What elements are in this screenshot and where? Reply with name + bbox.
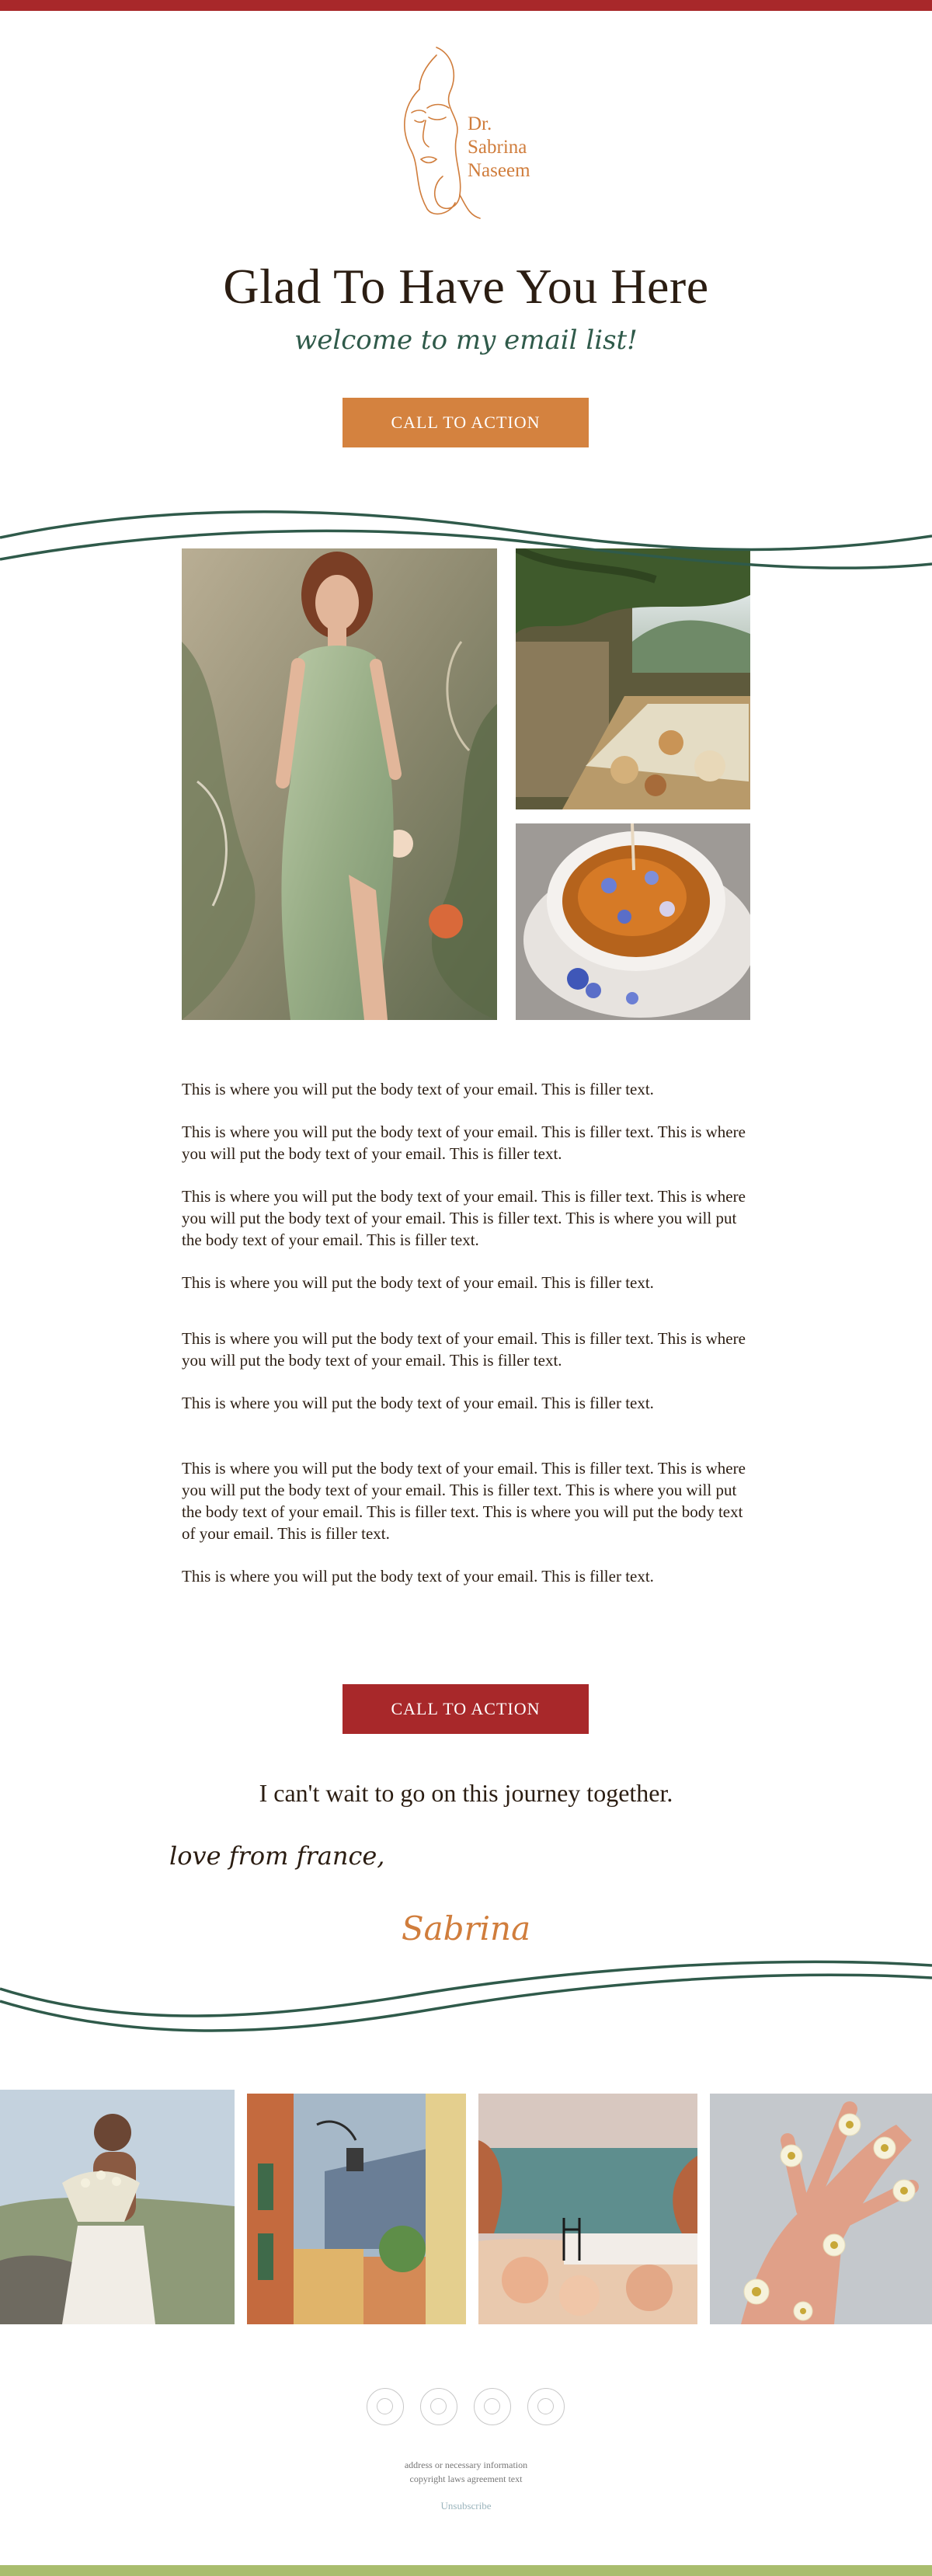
footer-copyright: copyright laws agreement text (409, 2473, 523, 2484)
top-accent-bar (0, 0, 932, 11)
sign-off-text: love from france, (169, 1841, 385, 1871)
photo-flower-tea-cup (516, 823, 750, 1020)
body-paragraph-2: This is where you will put the body text of your email. This is filler text. This is where you will put the body text of your email. This is filler text. (182, 1123, 746, 1163)
body-paragraph-3: This is where you will put the body text of your email. This is filler text. This is where you will put the body text of your email. This is filler text. This is where you will put the body text of your email. This is filler text. (182, 1187, 746, 1249)
decorative-wave-bottom (0, 1942, 932, 2059)
body-paragraph-7: This is where you will put the body text of your email. This is filler text. This is where you will put the body text of your email. This is filler text. This is where you will put the body text of your email. This is filler text. This is where you will put the body text of your email. This is filler text. (182, 1459, 746, 1543)
footer-address: address or necessary information (404, 2459, 528, 2470)
unsubscribe-link[interactable]: Unsubscribe (440, 2500, 492, 2512)
social-circle-icon (377, 2398, 393, 2414)
social-circle-icon (430, 2398, 447, 2414)
body-paragraph-8: This is where you will put the body text of your email. This is filler text. (182, 1567, 654, 1586)
social-icon-1[interactable] (367, 2388, 404, 2425)
signature: Sabrina (401, 1909, 531, 1948)
brand-logo[interactable] (388, 43, 544, 221)
social-circle-icon (484, 2398, 500, 2414)
body-paragraph-4: This is where you will put the body text of your email. This is filler text. (182, 1273, 654, 1292)
photo-hand-daisies (710, 2094, 932, 2324)
body-paragraph-6: This is where you will put the body text of your email. This is filler text. (182, 1394, 654, 1412)
call-to-action-button-top[interactable]: CALL TO ACTION (343, 398, 589, 447)
photo-woman-green-dress (182, 548, 497, 1020)
body-paragraph-5: This is where you will put the body text of your email. This is filler text. This is where you will put the body text of your email. This is filler text. (182, 1329, 746, 1370)
social-icon-4[interactable] (527, 2388, 565, 2425)
photo-seaside-terrace (478, 2094, 697, 2324)
email-body (182, 1078, 749, 1608)
social-icon-3[interactable] (474, 2388, 511, 2425)
brand-name-line1: Dr. (468, 113, 492, 134)
photo-italian-street (247, 2094, 466, 2324)
brand-name-line3: Naseem (468, 160, 530, 181)
bottom-accent-bar (0, 2565, 932, 2576)
brand-name (468, 113, 530, 183)
hero-subtitle: welcome to my email list! (294, 325, 638, 356)
closing-line: I can't wait to go on this journey together. (259, 1779, 673, 1807)
body-paragraph-1: This is where you will put the body text of your email. This is filler text. (182, 1080, 654, 1098)
social-circle-icon (537, 2398, 554, 2414)
photo-woman-flowers (0, 2090, 235, 2324)
social-icon-2[interactable] (420, 2388, 457, 2425)
brand-name-line2: Sabrina (468, 137, 527, 158)
hero-title: Glad To Have You Here (223, 259, 709, 314)
call-to-action-button-bottom[interactable]: CALL TO ACTION (343, 1684, 589, 1734)
decorative-wave-top (0, 489, 932, 606)
